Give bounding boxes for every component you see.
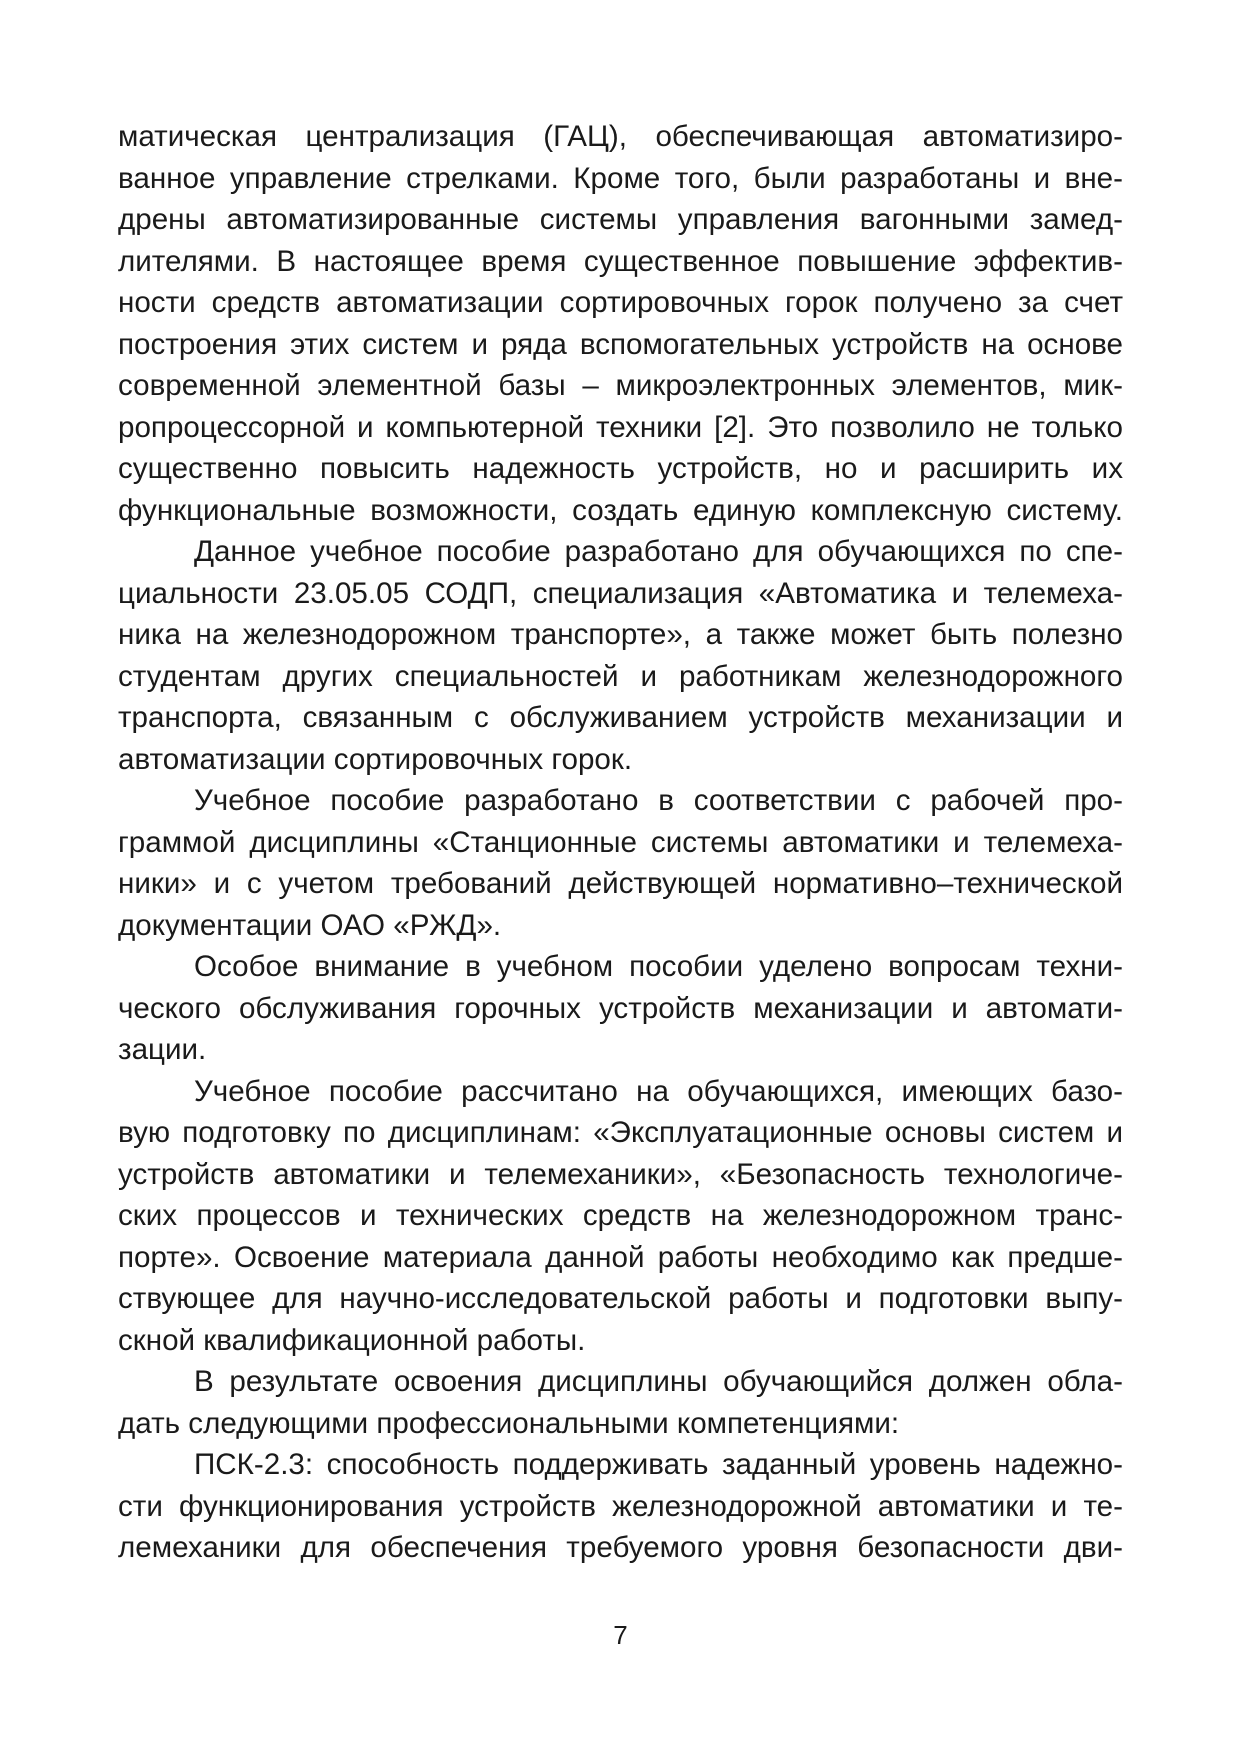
- text-line: устройств автоматики и телемеханики», «Безопасность технологиче-: [118, 1157, 1123, 1191]
- paragraph-7: [118, 1444, 1123, 1569]
- page-number: 7: [613, 1620, 628, 1650]
- text-line: Учебное пособие рассчитано на обучающихся, имеющих базо-: [194, 1074, 1123, 1108]
- paragraph-6: [118, 1361, 1123, 1444]
- text-line: зации.: [118, 1033, 207, 1066]
- paragraph-4: [118, 946, 1123, 1071]
- text-line: ники» и с учетом требований действующей нормативно–технической: [118, 867, 1123, 900]
- text-line: функциональные возможности, создать единую комплексную систему.: [118, 493, 1123, 527]
- text-line: современной элементной базы – микроэлектронных элементов, мик-: [118, 369, 1123, 402]
- text-line: Учебное пособие разработано в соответствии с рабочей про-: [194, 784, 1123, 817]
- text-line: циальности 23.05.05 СОДП, специализация «Автоматика и телемеха-: [118, 576, 1123, 610]
- text-line: ческого обслуживания горочных устройств механизации и автомати-: [118, 991, 1123, 1025]
- text-line: ропроцессорной и компьютерной техники [2]. Это позволило не только: [118, 410, 1123, 444]
- text-line: построения этих систем и ряда вспомогательных устройств на основе: [118, 327, 1123, 361]
- text-line: порте». Освоение материала данной работы необходимо как предше-: [118, 1240, 1123, 1274]
- text-line: документации ОАО «РЖД».: [118, 908, 502, 942]
- text-line: существенно повысить надежность устройств, но и расширить их: [118, 452, 1123, 485]
- text-line: ника на железнодорожном транспорте», а также может быть полезно: [118, 618, 1123, 651]
- text-line: матическая централизация (ГАЦ), обеспечивающая автоматизиро-: [118, 120, 1123, 153]
- paragraph-2: [118, 531, 1123, 780]
- text-line: Данное учебное пособие разработано для обучающихся по спе-: [194, 535, 1123, 568]
- text-line: граммой дисциплины «Станционные системы автоматики и телемеха-: [118, 825, 1123, 859]
- paragraph-1: [118, 116, 1123, 531]
- text-line: транспорта, связанным с обслуживанием устройств механизации и: [118, 701, 1123, 734]
- text-line: автоматизации сортировочных горок.: [118, 742, 633, 776]
- paragraph-5: [118, 1071, 1123, 1362]
- text-line: ПСК-2.3: способность поддерживать заданный уровень надежно-: [194, 1448, 1123, 1481]
- text-line: ствующее для научно-исследовательской работы и подготовки выпу-: [118, 1282, 1123, 1315]
- text-line: В результате освоения дисциплины обучающийся должен обла-: [194, 1365, 1123, 1398]
- text-line: ванное управление стрелками. Кроме того, были разработаны и вне-: [118, 161, 1123, 195]
- text-line: вую подготовку по дисциплинам: «Эксплуатационные основы систем и: [118, 1116, 1123, 1149]
- text-line: лителями. В настоящее время существенное повышение эффектив-: [118, 244, 1123, 278]
- text-line: студентам других специальностей и работникам железнодорожного: [118, 659, 1123, 693]
- text-line: сти функционирования устройств железнодорожной автоматики и те-: [118, 1489, 1123, 1523]
- text-line: лемеханики для обеспечения требуемого уровня безопасности дви-: [118, 1531, 1123, 1564]
- paragraph-3: [118, 780, 1123, 946]
- text-line: скной квалификационной работы.: [118, 1323, 586, 1357]
- text-line: Особое внимание в учебном пособии уделено вопросам техни-: [194, 950, 1123, 983]
- text-line: дать следующими профессиональными компетенциями:: [118, 1406, 900, 1440]
- text-line: ности средств автоматизации сортировочных горок получено за счет: [118, 286, 1123, 319]
- text-line: дрены автоматизированные системы управления вагонными замед-: [118, 203, 1123, 236]
- text-line: ских процессов и технических средств на железнодорожном транс-: [118, 1199, 1123, 1232]
- page-body: [118, 116, 1123, 1569]
